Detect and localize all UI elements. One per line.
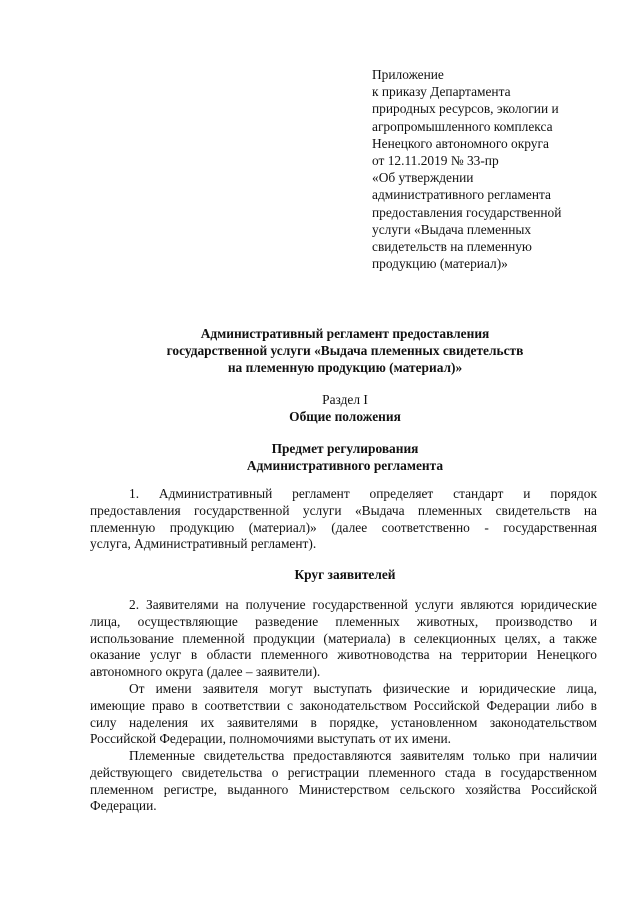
paragraph-line: предоставления государственной услуги «Выдача племенных свидетельств на <box>90 502 597 518</box>
paragraph-4 <box>90 748 597 815</box>
document-title <box>90 325 600 376</box>
paragraph-line: Российской Федерации, полномочиями выступать от их имени. <box>90 731 452 747</box>
appendix-line: «Об утверждении <box>372 170 474 186</box>
appendix-line: продукцию (материал)» <box>372 256 508 272</box>
paragraph-3 <box>90 681 597 748</box>
appendix-line: к приказу Департамента <box>372 84 511 100</box>
section-title: Общие положения <box>289 409 401 424</box>
paragraph-line: Племенные свидетельства предоставляются заявителям только при наличии <box>129 748 597 763</box>
appendix-line: природных ресурсов, экологии и <box>372 101 559 117</box>
paragraph-line: 1. Административный регламент определяет стандарт и порядок <box>129 486 597 501</box>
subject-heading-line: Административного регламента <box>246 458 444 473</box>
document-title-line: на племенную продукцию (материал)» <box>227 360 463 375</box>
paragraph-line: действующего свидетельства о регистрации племенного стада в государственном <box>90 764 597 780</box>
applicants-heading: Круг заявителей <box>294 567 396 582</box>
paragraph-line: силу наделения их заявителями в порядке, установленном законодательством <box>90 714 597 730</box>
section-number: Раздел I <box>322 392 368 407</box>
paragraph-line: оказание услуг в области племенного животноводства на территории Ненецкого <box>90 647 597 663</box>
appendix-line: Ненецкого автономного округа <box>372 135 549 151</box>
appendix-line: от 12.11.2019 № 33-пр <box>372 153 499 169</box>
document-title-line: государственной услуги «Выдача племенных свидетельств <box>166 343 524 358</box>
appendix-line: услуги «Выдача племенных <box>372 221 532 237</box>
paragraph-line: автономного округа (далее – заявители). <box>90 664 321 680</box>
document-title-line: Административный регламент предоставления <box>200 326 490 341</box>
appendix-block <box>372 66 602 272</box>
appendix-line: Приложение <box>372 67 444 82</box>
paragraph-line: Федерации. <box>90 798 157 814</box>
paragraph-2 <box>90 597 597 681</box>
paragraph-line: имеющие право в соответствии с законодательством Российской Федерации либо в <box>90 697 597 713</box>
paragraph-line: племенном регистре, выданного Министерством сельского хозяйства Российской <box>90 781 597 797</box>
appendix-line: предоставления государственной <box>372 204 562 220</box>
appendix-line: агропромышленного комплекса <box>372 118 553 134</box>
subject-heading <box>90 440 600 474</box>
paragraph-line: услуга, Административный регламент). <box>90 536 317 552</box>
paragraph-line: От имени заявителя могут выступать физические и юридические лица, <box>129 681 597 696</box>
paragraph-line: 2. Заявителями на получение государственной услуги являются юридические <box>129 597 597 612</box>
appendix-line: административного регламента <box>372 187 552 203</box>
paragraph-1 <box>90 486 597 553</box>
paragraph-line: лица, осуществляющие разведение племенных животных, производство и <box>90 613 597 629</box>
paragraph-line: племенную продукцию (материал)» (далее соответственно - государственная <box>90 519 597 535</box>
subject-heading-line: Предмет регулирования <box>271 441 419 456</box>
paragraph-line: использование племенной продукции (материала) в селекционных целях, а также <box>90 630 597 646</box>
appendix-line: свидетельств на племенную <box>372 239 532 255</box>
